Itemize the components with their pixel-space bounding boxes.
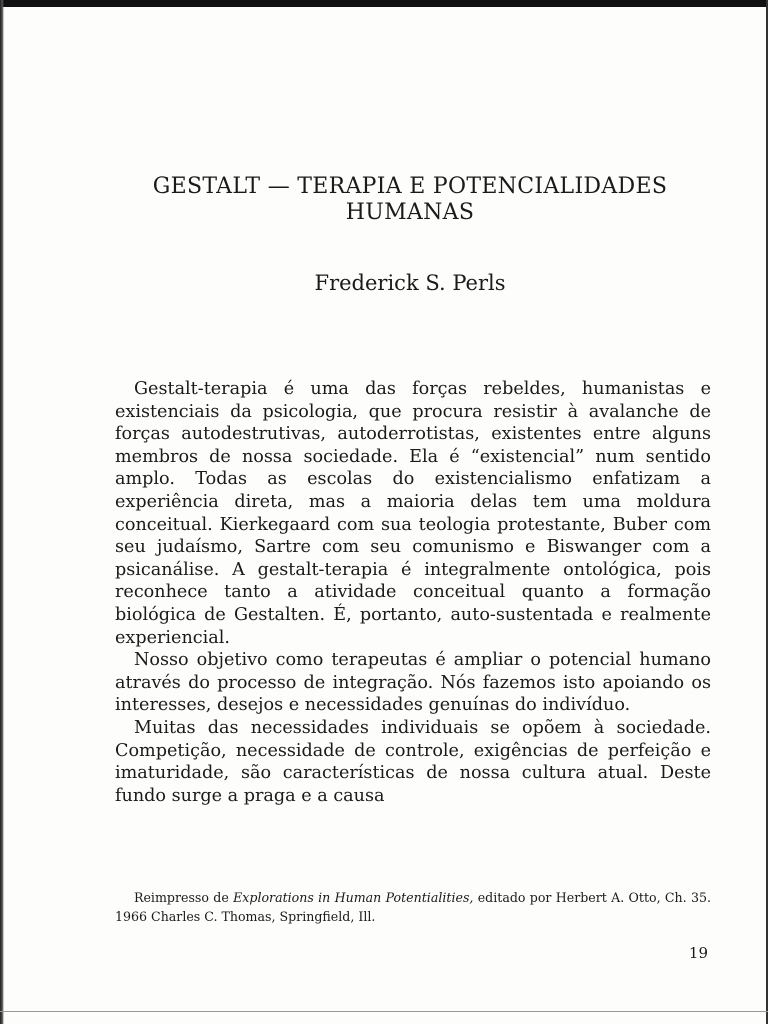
footnote-text	[115, 888, 711, 926]
footnote-suffix: editado por Herbert A. Otto, Ch. 35. 1966 Charles C. Thomas, Springfield, Ill.	[115, 890, 711, 924]
footnote-source-title: Explorations in Human Potentialities,	[233, 890, 474, 905]
scan-edge-left	[0, 0, 4, 1024]
page-number: 19	[688, 944, 708, 962]
footnote	[115, 888, 711, 926]
chapter-body	[115, 378, 711, 807]
chapter-author: Frederick S. Perls	[314, 271, 506, 295]
body-paragraph-2: Nosso objetivo como terapeutas é ampliar o potencial humano através do processo de integração. Nós fazemos isto apoiando os interesses, desejos e necessidades genuínas do indivíduo.	[115, 650, 711, 716]
body-paragraph-3: Muitas das necessidades individuais se opõem à sociedade. Competição, necessidade de controle, exigências de perfeição e imaturidade, são características de nossa cultura atual. Deste fundo surge a praga e a causa	[115, 717, 711, 806]
chapter-title-line-1: GESTALT — TERAPIA E POTENCIALIDADES	[152, 174, 668, 199]
scan-edge-bottom	[0, 1011, 768, 1012]
scan-edge-top	[0, 0, 768, 7]
chapter-title-line-2: HUMANAS	[345, 200, 475, 225]
footnote-prefix: Reimpresso de	[134, 890, 234, 905]
body-paragraph-1: Gestalt-terapia é uma das forças rebeldes, humanistas e existenciais da psicologia, que procura resistir à avalanche de forças autodestrutivas, autoderrotistas, existentes entre alguns membros de nossa sociedade. Ela é “existencial” num sentido amplo. Todas as escolas do existencialismo enfatizam a experiência direta, mas a maioria delas tem uma moldura conceitual. Kierkegaard com sua teologia protestante, Buber com seu judaísmo, Sartre com seu comunismo e Biswanger com a psicanálise. A gestalt-terapia é integralmente ontológica, pois reconhece tanto a atividade conceitual quanto a formação biológica de Gestalten. É, portanto, auto-sustentada e realmente experiencial.	[115, 379, 711, 648]
chapter-title	[100, 174, 720, 226]
